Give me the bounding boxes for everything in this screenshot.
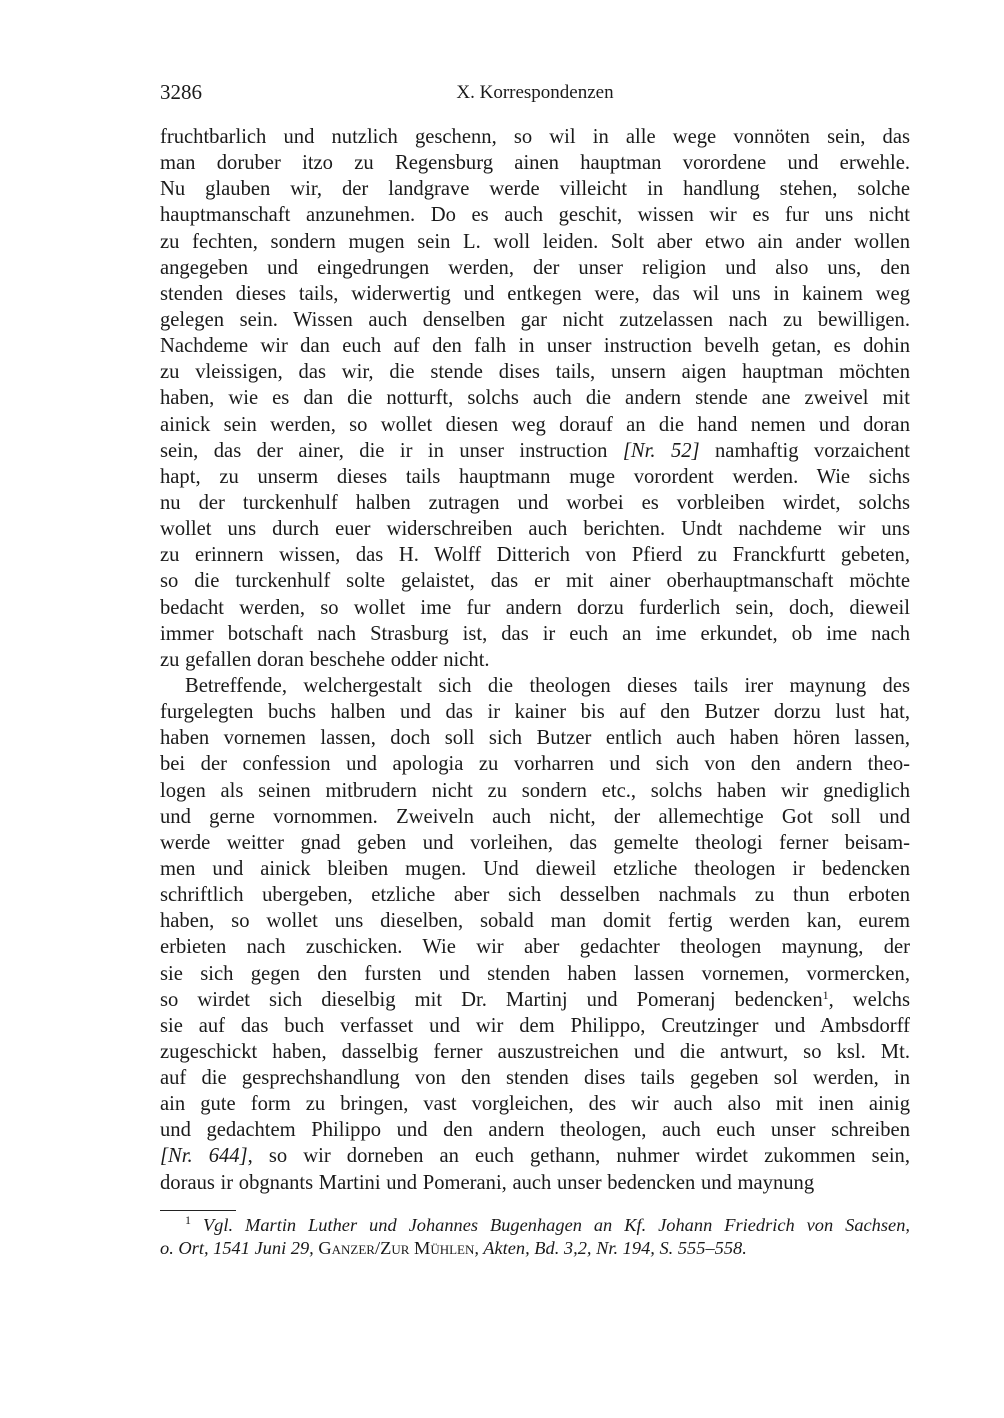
text-line [160,856,910,882]
italic-text: [Nr. 644] [160,1145,248,1168]
text-segment: und gedachtem Philippo und den andern theologen, auch euch unser schreiben [160,1119,910,1142]
text-segment: sein, das der ainer, die ir in unser instruction [160,439,623,462]
text-line [160,725,910,751]
text-line [160,1117,910,1143]
text-line [160,124,910,150]
text-line [160,1143,910,1169]
italic-text: o. Ort, 1541 Juni 29, [160,1238,319,1258]
footnote-marker: 1 [185,1213,191,1227]
text-segment [191,1215,203,1235]
text-line [160,176,910,202]
text-line [160,202,910,228]
text-segment: , so wir dorneben an euch gethann, nuhmer wirdet zukommen sein, [247,1145,911,1168]
text-line [160,229,910,255]
text-segment: Nu glauben wir, der landgrave werde villeicht in handlung stehen, solche [160,178,910,201]
text-segment: auf die gesprechshandlung von den stenden dises tails gegeben sol werden, in [160,1067,910,1090]
text-segment: zu fechten, sondern mugen sein L. woll leiden. Solt aber etwo ain ander wollen [160,230,910,253]
text-segment: hapt, zu unserm dieses tails hauptmann muge vorordent werden. Wie sichs [160,465,910,488]
text-segment: Betreffende, welchergestalt sich die theologen dieses tails irer maynung des [185,674,910,697]
text-segment: furgelegten buchs halben und das ir kainer bis auf den Butzer dorzu lust hat, [160,701,910,724]
text-segment: Ganzer/Zur Mühlen [318,1238,475,1258]
text-segment: namhaftig vorzaichent [699,439,910,462]
text-line [160,516,910,542]
text-segment: man doruber itzo zu Regensburg ainen hauptman vorordene und erwehle. [160,152,910,175]
text-segment: Nachdeme wir dan euch auf den falh in unser instruction bevelh getan, es dohin [160,335,910,358]
text-line [160,699,910,725]
text-segment: doraus ir obgnants Martini und Pomerani, auch unser bedencken und maynung [160,1171,815,1194]
text-segment: ain gute form zu bringen, vast vorgleichen, des wir auch also mit inen ainig [160,1093,910,1116]
text-line [160,307,910,333]
text-line [160,1065,910,1091]
text-line [160,490,910,516]
text-line [160,464,910,490]
text-line [160,542,910,568]
text-segment: und gerne vornommen. Zweiveln auch nicht, der allemechtige Got soll und [160,805,910,828]
text-line [160,934,910,960]
text-segment: so die turckenhulf solte gelaistet, das er mit ainer oberhauptmanschaft möchte [160,570,910,593]
text-line [160,1013,910,1039]
italic-text: Vgl. Martin Luther und Johannes Bugenhagen an Kf. Johann Friedrich von Sachsen, [202,1215,910,1235]
text-line [160,987,910,1013]
text-segment: haben, wie es dan die notturft, solchs auch die andern stende ane zweivel mit [160,387,910,410]
text-segment: zu vleissigen, das wir, die stende dises tails, unsern aigen hauptman möchten [160,361,910,384]
text-segment: nu der turckenhulf halben zutragen und worbei es vorbleiben wirdet, solchs [160,491,910,514]
text-segment: schriftlich ubergeben, etzliche aber sich desselben nachmals zu thun erboten [160,884,910,907]
text-line [160,908,910,934]
text-segment: sie sich gegen den fursten und stenden haben lassen vornemen, vormercken, [160,962,910,985]
text-line [160,647,910,673]
text-segment: hauptmanschaft anzunehmen. Do es auch geschit, wissen wir es fur uns nicht [160,204,910,227]
text-segment: bedacht werden, so wollet ime fur andern dorzu furderlich sein, doch, dieweil [160,596,910,619]
text-segment: men und ainick bleiben mugen. Und dieweil etzliche theologen ir bedencken [160,857,910,880]
text-line [160,673,910,699]
footnote-line [160,1214,910,1237]
text-segment: bei der confession und apologia zu vorharren und sich von den andern theo- [160,753,910,776]
footnote-marker: 1 [822,987,829,1002]
text-line [160,1170,910,1196]
text-segment: haben, so wollet uns dieselben, sobald man domit fertig werden kan, eurem [160,910,910,933]
text-segment: erbieten nach zuschicken. Wie wir aber gedachter theologen maynung, der [160,936,910,959]
text-line [160,1039,910,1065]
text-segment: zu gefallen doran beschehe odder nicht. [160,648,490,671]
text-line [160,1091,910,1117]
footnote-line [160,1237,910,1260]
page-number: 3286 [160,80,202,104]
text-line [160,385,910,411]
text-line [160,751,910,777]
text-segment: so wirdet sich dieselbig mit Dr. Martinj und Pomeranj bedencken [160,988,823,1011]
text-segment: logen als seinen mitbrudern nicht zu sondern etc., solchs haben wir gnediglich [160,779,910,802]
text-line [160,333,910,359]
footnote-rule [160,1210,236,1211]
text-line [160,595,910,621]
text-segment: haben vornemen lassen, doch soll sich Butzer entlich auch haben hören lassen, [160,727,910,750]
text-line [160,255,910,281]
footnotes [160,1214,910,1260]
text-segment: sie auf das buch verfasset und wir dem Philippo, Creutzinger und Ambsdorff [160,1014,910,1037]
text-segment: ainick sein werden, so wollet diesen weg dorauf an die hand nemen und doran [160,413,910,436]
body-text [160,124,910,1196]
text-line [160,882,910,908]
text-line [160,961,910,987]
text-line [160,412,910,438]
italic-text: [Nr. 52] [622,439,700,462]
italic-text: , Akten, Bd. 3,2, Nr. 194, S. 555–558. [474,1238,747,1258]
text-segment: immer botschaft nach Strasburg ist, das ir euch an ime erkundet, ob ime nach [160,622,910,645]
text-line [160,804,910,830]
text-segment: zugeschickt haben, dasselbig ferner auszustreichen und die antwurt, so ksl. Mt. [160,1040,910,1063]
running-head: X. Korrespondenzen [456,82,614,103]
text-line [160,281,910,307]
text-line [160,778,910,804]
text-segment: angegeben und eingedrungen werden, der unser religion und also uns, den [160,256,910,279]
text-line [160,568,910,594]
text-segment: werde weitter gnad geben und vorleihen, das gemelte theologi ferner beisam- [160,831,910,854]
text-segment: stenden dieses tails, widerwertig und entkegen were, das wil uns in kainem weg [160,282,910,305]
text-segment: wollet uns durch euer widerschreiben auch berichten. Undt nachdeme wir uns [160,518,910,541]
text-line [160,359,910,385]
text-line [160,830,910,856]
text-segment: zu erinnern wissen, das H. Wolff Ditterich von Pfierd zu Franckfurtt gebeten, [160,544,910,567]
text-segment: fruchtbarlich und nutzlich geschenn, so wil in alle wege vonnöten sein, das [160,126,910,148]
text-segment: gelegen sein. Wissen auch denselben gar nicht zutzelassen nach zu bewilligen. [160,308,910,331]
text-segment: , welchs [828,988,910,1011]
text-line [160,438,910,464]
text-line [160,150,910,176]
text-line [160,621,910,647]
